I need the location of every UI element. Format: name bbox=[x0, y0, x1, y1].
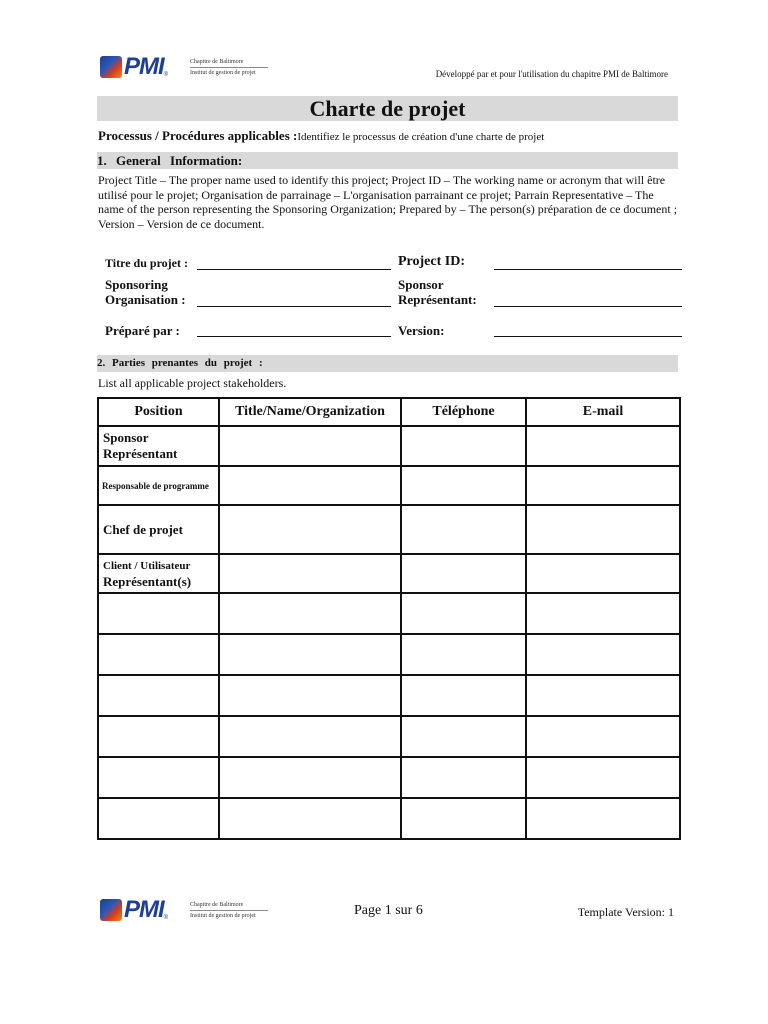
process-line bbox=[98, 128, 544, 144]
table-cell[interactable] bbox=[526, 716, 680, 757]
position-program-manager: Responsable de programme bbox=[98, 466, 219, 505]
table-cell[interactable] bbox=[526, 554, 680, 593]
table-row bbox=[98, 466, 680, 505]
position-sponsor-rep: Sponsor Représentant bbox=[98, 426, 219, 466]
field-prepared-by[interactable] bbox=[197, 336, 391, 337]
stakeholders-note: List all applicable project stakeholders. bbox=[98, 376, 287, 390]
table-row bbox=[98, 505, 680, 554]
table-cell[interactable] bbox=[219, 554, 401, 593]
col-header-telephone: Téléphone bbox=[401, 398, 526, 426]
table-cell[interactable] bbox=[98, 757, 219, 798]
label-version: Version: bbox=[398, 323, 445, 338]
table-cell[interactable] bbox=[98, 593, 219, 634]
table-cell[interactable] bbox=[219, 505, 401, 554]
col-header-position: Position bbox=[98, 398, 219, 426]
table-cell[interactable] bbox=[401, 716, 526, 757]
table-cell[interactable] bbox=[219, 466, 401, 505]
label-sponsoring-org: Sponsoring Organisation : bbox=[105, 277, 186, 307]
field-sponsoring-org[interactable] bbox=[197, 306, 391, 307]
pmi-logo-mark: PMI ® bbox=[100, 897, 186, 923]
table-cell[interactable] bbox=[98, 798, 219, 839]
table-cell[interactable] bbox=[98, 675, 219, 716]
page-number: Page 1 sur 6 bbox=[354, 903, 423, 918]
table-cell[interactable] bbox=[219, 634, 401, 675]
table-cell[interactable] bbox=[526, 634, 680, 675]
table-cell[interactable] bbox=[526, 426, 680, 466]
table-cell[interactable] bbox=[219, 798, 401, 839]
col-header-title-name-org: Title/Name/Organization bbox=[219, 398, 401, 426]
table-cell[interactable] bbox=[219, 716, 401, 757]
table-cell[interactable] bbox=[401, 426, 526, 466]
table-cell[interactable] bbox=[401, 593, 526, 634]
pmi-logo bbox=[100, 54, 268, 80]
table-cell[interactable] bbox=[219, 675, 401, 716]
table-cell[interactable] bbox=[526, 798, 680, 839]
document-title: Charte de projet bbox=[97, 96, 678, 121]
pmi-logo-mark: PMI ® bbox=[100, 54, 186, 80]
field-project-title[interactable] bbox=[197, 269, 391, 270]
table-cell[interactable] bbox=[401, 466, 526, 505]
table-row bbox=[98, 757, 680, 798]
table-cell[interactable] bbox=[401, 505, 526, 554]
table-cell[interactable] bbox=[401, 634, 526, 675]
stakeholders-table bbox=[97, 397, 681, 840]
table-cell[interactable] bbox=[401, 798, 526, 839]
table-cell[interactable] bbox=[526, 466, 680, 505]
table-cell[interactable] bbox=[401, 554, 526, 593]
table-row bbox=[98, 716, 680, 757]
table-cell[interactable] bbox=[401, 757, 526, 798]
table-cell[interactable] bbox=[219, 757, 401, 798]
logo-caption: Chapitre de Baltimore Institut de gestion de projet bbox=[190, 901, 268, 920]
table-cell[interactable] bbox=[219, 593, 401, 634]
table-row bbox=[98, 675, 680, 716]
field-project-id[interactable] bbox=[494, 269, 682, 270]
label-sponsor-rep: Sponsor Représentant: bbox=[398, 277, 477, 307]
table-cell[interactable] bbox=[526, 757, 680, 798]
section-1-heading: 1. General Information: bbox=[97, 152, 678, 169]
label-project-id: Project ID: bbox=[398, 254, 465, 269]
col-header-email: E-mail bbox=[526, 398, 680, 426]
table-cell[interactable] bbox=[401, 675, 526, 716]
section-2-heading: 2. Parties prenantes du projet : bbox=[97, 355, 678, 372]
table-cell[interactable] bbox=[526, 593, 680, 634]
table-cell[interactable] bbox=[526, 675, 680, 716]
pmi-flame-icon bbox=[100, 899, 122, 921]
position-project-manager: Chef de projet bbox=[98, 505, 219, 554]
logo-caption: Chapitre de Baltimore Institut de gestion de projet bbox=[190, 58, 268, 77]
table-row bbox=[98, 426, 680, 466]
process-text: Identifiez le processus de création d'une charte de projet bbox=[297, 131, 545, 143]
process-label: Processus / Procédures applicables : bbox=[98, 128, 298, 143]
label-project-title: Titre du projet : bbox=[105, 256, 188, 270]
section-1-description: Project Title – The proper name used to identify this project; Project ID – The working name or acronym that will être utilisé pour le projet; Organisation de parrainage – L'organisation parrainant ce projet; Parrain Representative – The name of the person representing the Sponsoring Organization; Prepared by – The person(s) préparation de ce document ; Version – Version de ce document. bbox=[98, 173, 678, 231]
table-cell[interactable] bbox=[219, 426, 401, 466]
table-cell[interactable] bbox=[98, 634, 219, 675]
table-row bbox=[98, 593, 680, 634]
header-note: Développé par et pour l'utilisation du chapitre PMI de Baltimore bbox=[435, 69, 668, 79]
footer-pmi-logo bbox=[100, 897, 268, 923]
table-row bbox=[98, 798, 680, 839]
position-client-user-rep: Client / Utilisateur Représentant(s) bbox=[98, 554, 219, 593]
table-cell[interactable] bbox=[98, 716, 219, 757]
table-cell[interactable] bbox=[526, 505, 680, 554]
label-prepared-by: Préparé par : bbox=[105, 323, 180, 338]
field-sponsor-rep[interactable] bbox=[494, 306, 682, 307]
template-version: Template Version: 1 bbox=[577, 905, 674, 919]
pmi-flame-icon bbox=[100, 56, 122, 78]
table-header-row bbox=[98, 398, 680, 426]
table-row bbox=[98, 634, 680, 675]
field-version[interactable] bbox=[494, 336, 682, 337]
table-row bbox=[98, 554, 680, 593]
